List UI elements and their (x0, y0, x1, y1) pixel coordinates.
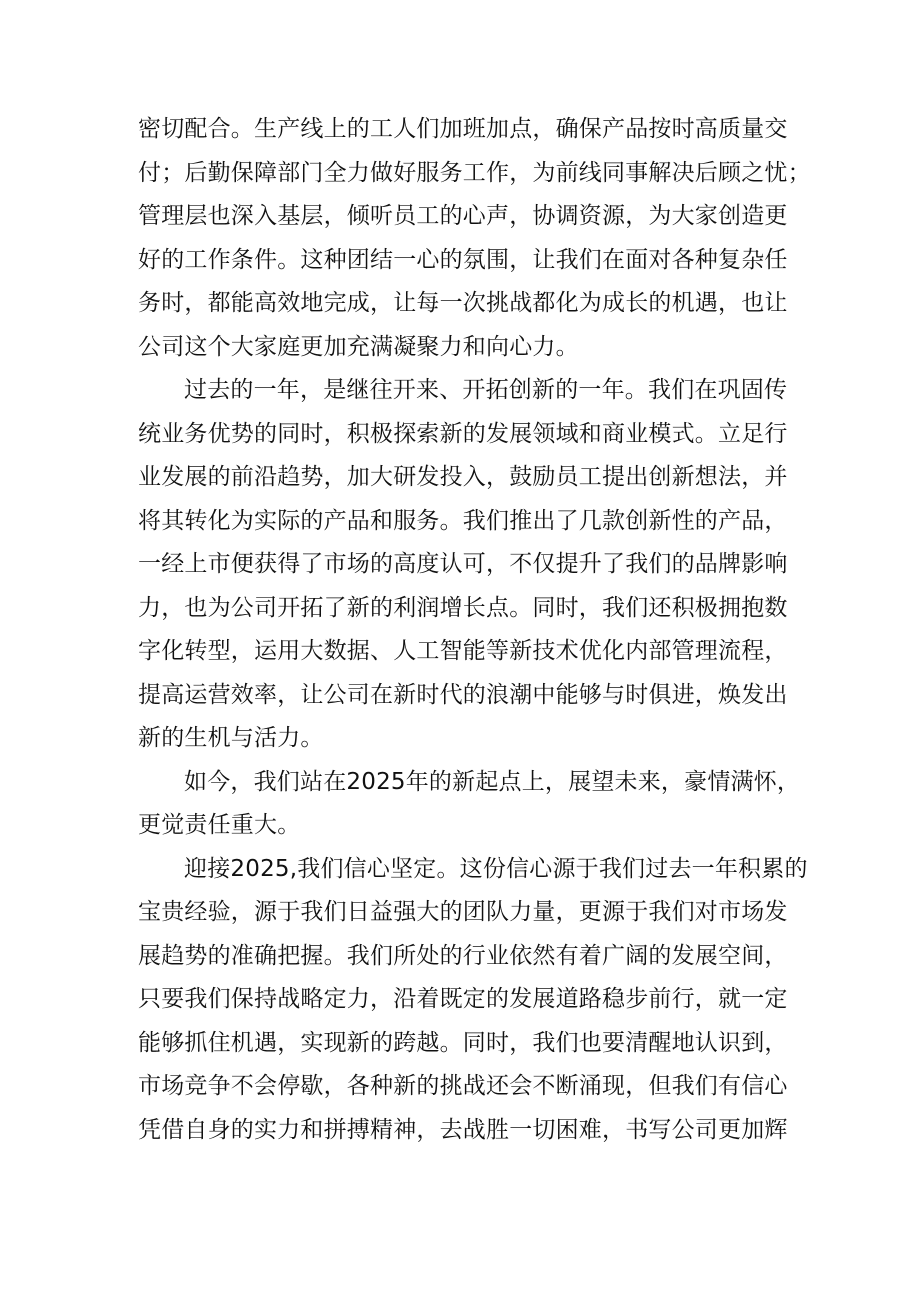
text-line: 只要我们保持战略定力，沿着既定的发展道路稳步前行，就一定 (138, 986, 788, 1012)
document-body (138, 108, 811, 1152)
text-line: 公司这个大家庭更加充满凝聚力和向心力。 (138, 333, 579, 360)
text-line: 力，也为公司开拓了新的利润增长点。同时，我们还积极拥抱数 (138, 594, 788, 621)
text-line: 新的生机与活力。 (138, 725, 324, 751)
text-line: 市场竞争不会停歇，各种新的挑战还会不断涌现，但我们有信心 (138, 1073, 788, 1099)
text-line: 业发展的前沿趋势，加大研发投入，鼓励员工提出创新想法，并 (138, 464, 788, 490)
text-line: 迎接2025,我们信心坚定。这份信心源于我们过去一年积累的 (184, 855, 808, 882)
text-line: 付；后勤保障部门全力做好服务工作，为前线同事解决后顾之忧； (138, 159, 811, 186)
text-line: 一经上市便获得了市场的高度认可，不仅提升了我们的品牌影响 (138, 551, 788, 577)
text-line: 务时，都能高效地完成，让每一次挑战都化为成长的机遇，也让 (138, 290, 788, 316)
text-line: 过去的一年，是继往开来、开拓创新的一年。我们在巩固传 (184, 377, 788, 403)
text-line: 密切配合。生产线上的工人们加班加点，确保产品按时高质量交 (138, 116, 788, 142)
text-line: 如今，我们站在2025年的新起点上，展望未来，豪情满怀， (184, 768, 801, 795)
text-line: 更觉责任重大。 (138, 812, 301, 838)
text-line: 统业务优势的同时，积极探索新的发展领域和商业模式。立足行 (138, 420, 788, 447)
text-line: 能够抓住机遇，实现新的跨越。同时，我们也要清醒地认识到， (138, 1029, 788, 1056)
text-line: 凭借自身的实力和拼搏精神，去战胜一切困难，书写公司更加辉 (138, 1116, 788, 1143)
text-line: 好的工作条件。这种团结一心的氛围，让我们在面对各种复杂任 (138, 246, 788, 273)
text-line: 字化转型，运用大数据、人工智能等新技术优化内部管理流程， (138, 638, 788, 664)
text-line: 提高运营效率，让公司在新时代的浪潮中能够与时俱进，焕发出 (138, 681, 788, 708)
text-line: 将其转化为实际的产品和服务。我们推出了几款创新性的产品， (138, 507, 788, 534)
text-line: 宝贵经验，源于我们日益强大的团队力量，更源于我们对市场发 (138, 899, 788, 925)
text-line: 管理层也深入基层，倾听员工的心声，协调资源，为大家创造更 (138, 203, 788, 229)
text-line: 展趋势的准确把握。我们所处的行业依然有着广阔的发展空间， (138, 942, 788, 969)
